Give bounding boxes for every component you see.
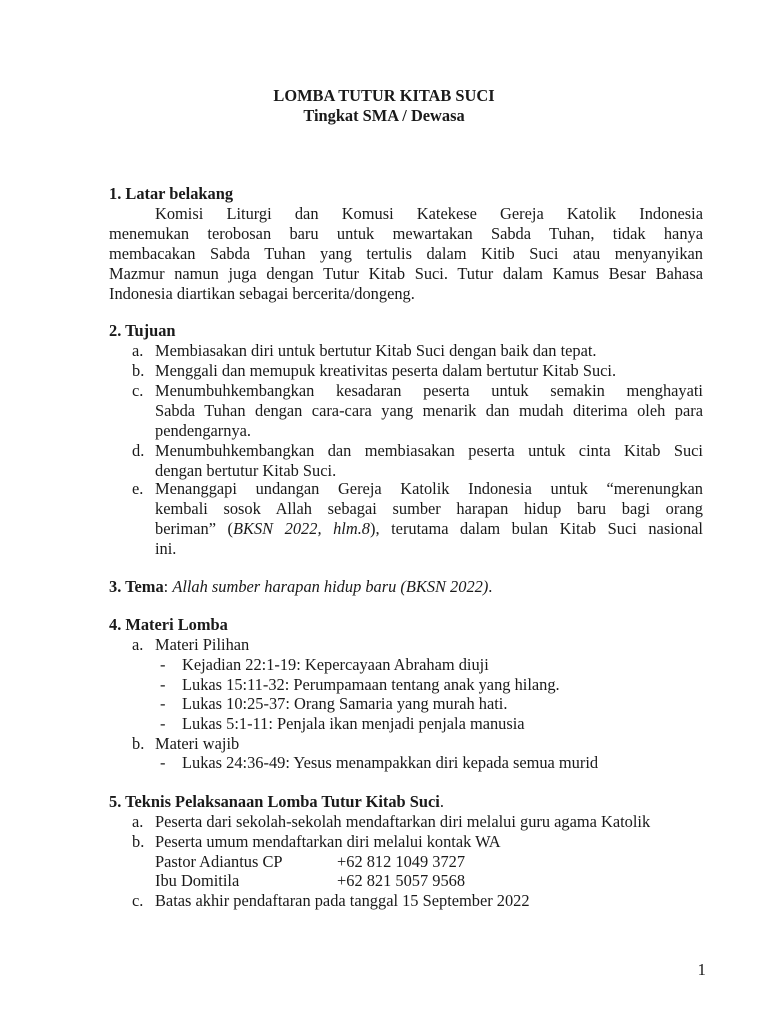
sec3-colon: : xyxy=(163,577,173,596)
sec5-marker-b: b. xyxy=(132,832,145,851)
dash-marker: - xyxy=(160,675,166,694)
sec2-item-e-line4: ini. xyxy=(155,539,177,558)
dash-marker: - xyxy=(160,694,166,713)
dash-marker: - xyxy=(160,714,166,733)
doc-subtitle: Tingkat SMA / Dewasa xyxy=(303,106,465,125)
sec5-marker-a: a. xyxy=(132,812,144,831)
contact-phone: +62 812 1049 3727 xyxy=(337,852,466,871)
sec4-marker-a: a. xyxy=(132,635,144,654)
sec2-item-a: Membiasakan diri untuk bertutur Kitab Suci dengan baik dan tepat. xyxy=(155,341,597,360)
sec1-line-2: menemukan terobosan baru untuk mewartakan Sabda Tuhan, tidak hanya xyxy=(109,224,703,243)
sec1-line-3: membacakan Sabda Tuhan yang tertulis dalam Kitib Suci atau menyanyikan xyxy=(109,244,703,263)
sec1-line-4: Mazmur namun juga dengan Tutur Kitab Suci. Tutur dalam Kamus Besar Bahasa xyxy=(109,264,703,283)
doc-title: LOMBA TUTUR KITAB SUCI xyxy=(273,86,495,105)
sec2-marker-e: e. xyxy=(132,479,144,498)
sec2-item-b: Menggali dan memupuk kreativitas peserta dalam bertutur Kitab Suci. xyxy=(155,361,617,380)
theme-text: Allah sumber harapan hidup baru (BKSN 2022) xyxy=(172,577,489,596)
materi-item: Lukas 10:25-37: Orang Samaria yang murah hati. xyxy=(182,694,508,713)
sec2-marker-a: a. xyxy=(132,341,144,360)
sec4-marker-b: b. xyxy=(132,734,145,753)
materi-item: Lukas 15:11-32: Perumpamaan tentang anak yang hilang. xyxy=(182,675,560,694)
contact-name: Ibu Domitila xyxy=(155,871,240,890)
sec5-item-a: Peserta dari sekolah-sekolah mendaftarkan diri melalui guru agama Katolik xyxy=(155,812,651,831)
section-2-heading: 2. Tujuan xyxy=(109,321,176,340)
sec1-line-5: Indonesia diartikan sebagai bercerita/dongeng. xyxy=(109,284,415,303)
sec3-end: . xyxy=(488,577,493,596)
materi-item: Lukas 5:1-11: Penjala ikan menjadi penjala manusia xyxy=(182,714,525,733)
section-5-line xyxy=(109,792,444,812)
sec4-label-b: Materi wajib xyxy=(155,734,240,753)
sec2-item-c-line2: Sabda Tuhan dengan cara-cara yang menarik dan mudah diterima oleh para xyxy=(155,401,703,420)
sec2-item-e-line2: kembali sosok Allah sebagai sumber harapan hidup baru bagi orang xyxy=(155,499,703,518)
sec4-label-a: Materi Pilihan xyxy=(155,635,250,654)
sec2-item-d-line1: Menumbuhkembangkan dan membiasakan peserta untuk cinta Kitab Suci xyxy=(155,441,703,460)
page-number: 1 xyxy=(697,960,706,979)
sec2-item-e-line1: Menanggapi undangan Gereja Katolik Indonesia untuk “merenungkan xyxy=(155,479,703,498)
contact-name: Pastor Adiantus CP xyxy=(155,852,283,871)
sec2-marker-d: d. xyxy=(132,441,145,460)
section-3-line xyxy=(109,577,492,597)
sec2-marker-c: c. xyxy=(132,381,144,400)
materi-wajib-item: Lukas 24:36-49: Yesus menampakkan diri kepada semua murid xyxy=(182,753,599,772)
dash-marker: - xyxy=(160,753,166,772)
sec5-item-c: Batas akhir pendaftaran pada tanggal 15 September 2022 xyxy=(155,891,530,910)
sec2-item-d-line2: dengan bertutur Kitab Suci. xyxy=(155,461,337,480)
sec2-marker-b: b. xyxy=(132,361,145,380)
sec5-end: . xyxy=(439,792,444,811)
section-4-heading: 4. Materi Lomba xyxy=(109,615,228,634)
sec2-item-c-line1: Menumbuhkembangkan kesadaran peserta untuk semakin menghayati xyxy=(155,381,703,400)
sec1-line-1: Komisi Liturgi dan Komusi Katekese Gereja Katolik Indonesia xyxy=(155,204,703,223)
sec2-item-c-line3: pendengarnya. xyxy=(155,421,252,440)
materi-item: Kejadian 22:1-19: Kepercayaan Abraham diuji xyxy=(182,655,489,674)
sec5-marker-c: c. xyxy=(132,891,144,910)
section-1-heading: 1. Latar belakang xyxy=(109,184,234,203)
section-5-heading: 5. Teknis Pelaksanaan Lomba Tutur Kitab Suci xyxy=(109,792,440,811)
bksn-reference: BKSN 2022, hlm.8 xyxy=(233,519,370,538)
sec2-e-line3-pre: beriman” ( xyxy=(155,519,234,538)
contact-phone: +62 821 5057 9568 xyxy=(337,871,466,890)
section-3-heading: 3. Tema xyxy=(109,577,164,596)
sec2-item-e-line3 xyxy=(155,519,703,539)
sec2-e-line3-post: ), terutama dalam bulan Kitab Suci nasional xyxy=(370,519,703,538)
dash-marker: - xyxy=(160,655,166,674)
sec5-item-b: Peserta umum mendaftarkan diri melalui kontak WA xyxy=(155,832,501,851)
